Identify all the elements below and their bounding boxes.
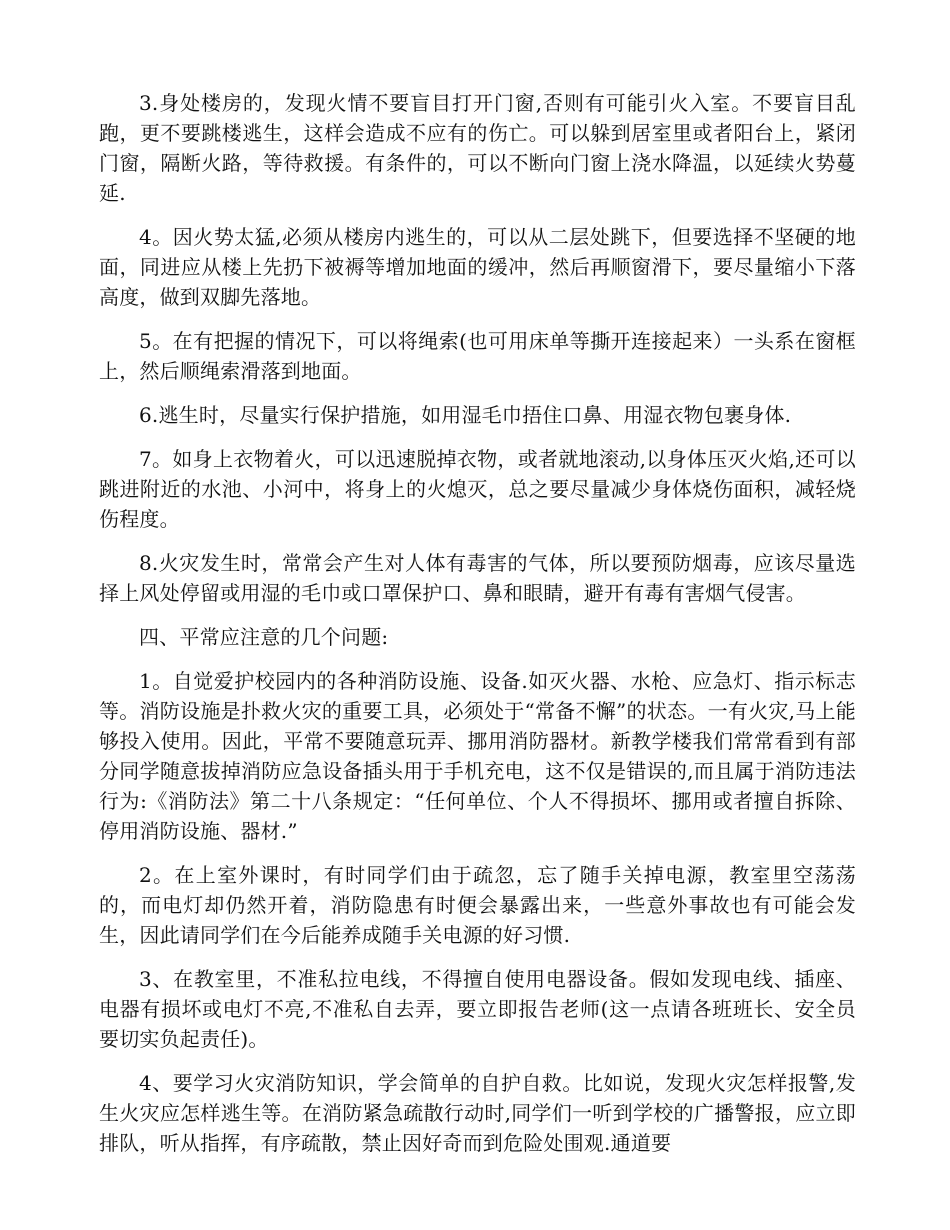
paragraph-toxic-gas: 8.火灾发生时，常常会产生对人体有毒害的气体，所以要预防烟毒，应该尽量选择上风处停留或用湿的毛巾或口罩保护口、鼻和眼睛，避开有毒有害烟气侵害。 bbox=[99, 551, 856, 605]
paragraph-rope-escape: 5。在有把握的情况下，可以将绳索(也可用床单等撕开连接起来）一头系在窗框上，然后顺绳索滑落到地面。 bbox=[99, 329, 856, 383]
paragraph-clothes-on-fire: 7。如身上衣物着火，可以迅速脱掉衣物，或者就地滚动,以身体压灭火焰,还可以跳进附近的水池、小河中，将身上的火熄灭，总之要尽量减少身体烧伤面积，减轻烧伤程度。 bbox=[99, 447, 856, 531]
paragraph-protective-measures: 6.逃生时，尽量实行保护措施，如用湿毛巾捂住口鼻、用湿衣物包裹身体. bbox=[139, 403, 792, 427]
paragraph-power-off: 2。在上室外课时，有时同学们由于疏忽，忘了随手关掉电源，教室里空荡荡的，而电灯却仍然开着，消防隐患有时便会暴露出来，一些意外事故也有可能会发生，因此请同学们在今后能养成随手关电源的好习惯. bbox=[99, 863, 856, 947]
paragraph-escape-upper-floor: 3.身处楼房的，发现火情不要盲目打开门窗,否则有可能引火入室。不要盲目乱跑，更不要跳楼逃生，这样会造成不应有的伤亡。可以躲到居室里或者阳台上，紧闭门窗，隔断火路，等待救援。有条件的，可以不断向门窗上浇水降温，以延续火势蔓延. bbox=[99, 91, 856, 205]
section-heading-daily-attention: 四、平常应注意的几个问题: bbox=[139, 625, 389, 649]
paragraph-fire-knowledge: 4、要学习火灾消防知识，学会简单的自护自救。比如说，发现火灾怎样报警,发生火灾应怎样逃生等。在消防紧急疏散行动时,同学们一听到学校的广播警报，应立即排队，听从指挥，有序疏散，禁止因好奇而到危险处围观.通道要 bbox=[99, 1071, 856, 1155]
paragraph-electric-safety: 3、在教室里，不准私拉电线，不得擅自使用电器设备。假如发现电线、插座、电器有损坏或电灯不亮,不准私自去弄，要立即报告老师(这一点请各班班长、安全员要切实负起责任)。 bbox=[99, 967, 856, 1051]
paragraph-jump-second-floor: 4。因火势太猛,必须从楼房内逃生的，可以从二层处跳下，但要选择不坚硬的地面，同进应从楼上先扔下被褥等增加地面的缓冲，然后再顺窗滑下，要尽量缩小下落高度，做到双脚先落地。 bbox=[99, 225, 856, 309]
paragraph-fire-equipment: 1。自觉爱护校园内的各种消防设施、设备.如灭火器、水枪、应急灯、指示标志等。消防设施是扑救火灾的重要工具，必须处于“常备不懈”的状态。一有火灾,马上能够投入使用。因此，平常不要随意玩弄、挪用消防器材。新教学楼我们常常看到有部分同学随意拔掉消防应急设备插头用于手机充电，这不仅是错误的,而且属于消防违法行为:《消防法》第二十八条规定：“任何单位、个人不得损坏、挪用或者擅自拆除、停用消防设施、器材.” bbox=[99, 669, 856, 843]
